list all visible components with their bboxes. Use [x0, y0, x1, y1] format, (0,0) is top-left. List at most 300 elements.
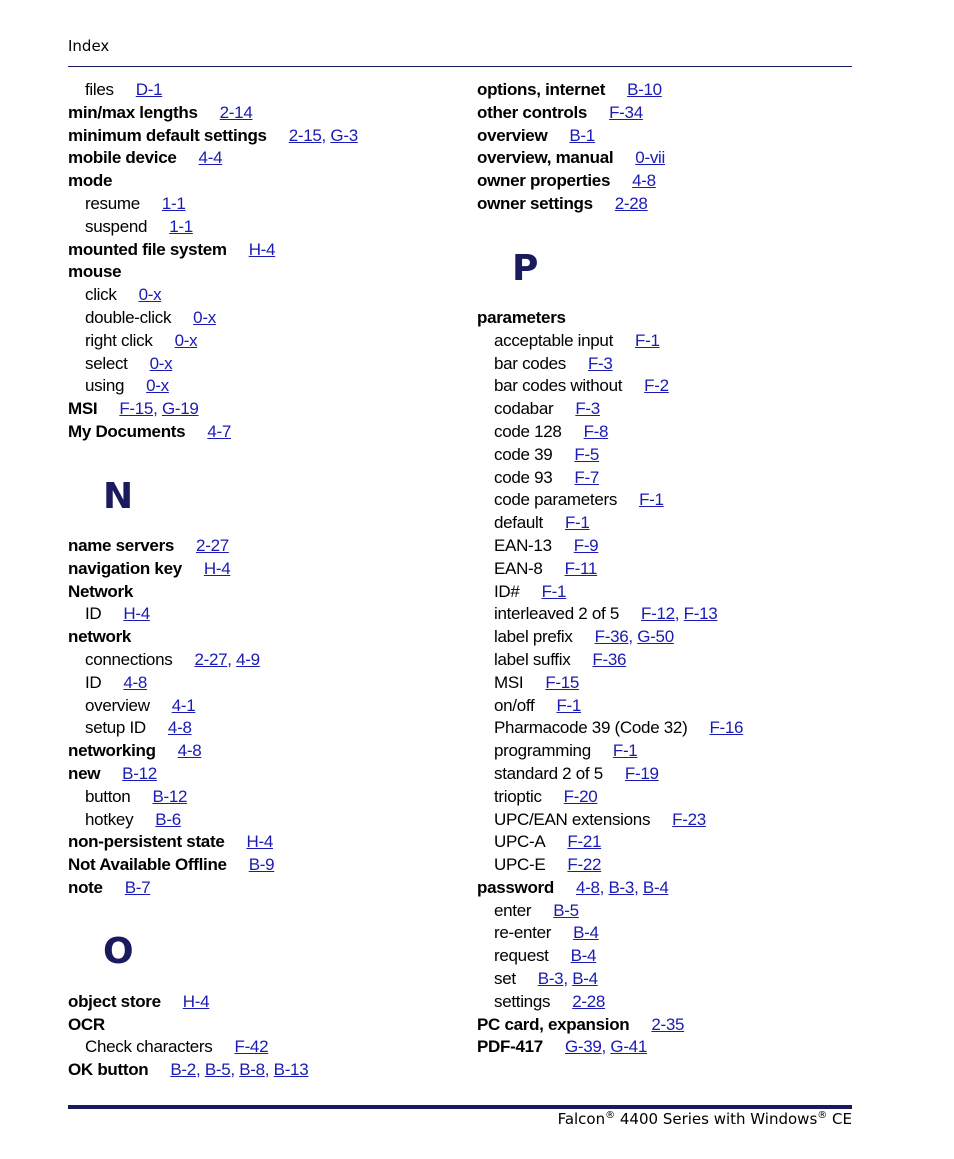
- page-references: [632, 171, 656, 190]
- header-rule: [68, 66, 852, 67]
- page-references: [588, 354, 613, 373]
- page-references: [139, 285, 162, 304]
- page-link[interactable]: 0-vii: [635, 148, 665, 168]
- index-term: button: [85, 786, 131, 806]
- page-references: [220, 103, 253, 122]
- index-entry: [68, 1014, 448, 1037]
- page-link[interactable]: F-7: [574, 467, 600, 487]
- index-subentry: [68, 284, 448, 307]
- page-link[interactable]: F-36: [594, 627, 629, 647]
- section-spacer: [68, 444, 448, 467]
- index-term: network: [68, 627, 132, 647]
- index-term: enter: [494, 900, 532, 920]
- page-link[interactable]: F-3: [587, 353, 613, 373]
- page-link[interactable]: 0-x: [138, 285, 162, 305]
- index-term: overview: [477, 125, 548, 145]
- index-term: click: [85, 285, 117, 305]
- page-link[interactable]: D-1: [135, 80, 163, 99]
- reference-separator: ,: [601, 1037, 611, 1057]
- page-references: [574, 445, 599, 464]
- page-references: [204, 559, 231, 578]
- reference-separator: ,: [321, 125, 331, 145]
- index-term: files: [85, 80, 114, 99]
- page-references: [538, 969, 598, 988]
- page-references: [196, 536, 229, 555]
- index-subentry: [477, 444, 857, 467]
- page-references: [627, 80, 662, 99]
- index-term: new: [68, 763, 101, 783]
- index-term: label suffix: [494, 649, 571, 669]
- page-link[interactable]: 4-8: [123, 672, 148, 692]
- index-term: ID: [85, 672, 102, 692]
- index-term: navigation key: [68, 558, 182, 578]
- index-subentry: [68, 786, 448, 809]
- page-link[interactable]: 2-28: [572, 991, 606, 1011]
- page-link[interactable]: G-39: [564, 1037, 602, 1057]
- index-term: connections: [85, 649, 173, 669]
- index-term: mouse: [68, 262, 122, 282]
- index-term: OK button: [68, 1060, 149, 1080]
- index-term: ID: [85, 604, 102, 624]
- index-term: object store: [68, 991, 161, 1011]
- page-references: [613, 741, 638, 760]
- page-references: [194, 650, 259, 669]
- page-references: [644, 376, 669, 395]
- page-link[interactable]: B-4: [573, 923, 599, 943]
- page-references: [639, 490, 664, 509]
- page-references: [136, 80, 163, 99]
- page-link[interactable]: B-5: [553, 900, 579, 920]
- index-entry: [68, 831, 448, 854]
- index-term: ID#: [494, 581, 520, 601]
- page-references: [651, 1015, 684, 1034]
- page-link[interactable]: B-3: [537, 969, 564, 989]
- index-term: right click: [85, 330, 153, 350]
- page-references: [123, 604, 150, 623]
- index-term: bar codes: [494, 353, 566, 373]
- index-entry: [477, 125, 857, 148]
- index-entry: [68, 125, 448, 148]
- page-link[interactable]: B-12: [152, 786, 188, 806]
- index-subentry: [477, 581, 857, 604]
- index-subentry: [477, 672, 857, 695]
- reference-separator: ,: [153, 399, 162, 419]
- page-link[interactable]: 0-x: [174, 330, 198, 350]
- index-subentry: [68, 603, 448, 626]
- page-link[interactable]: F-15: [119, 399, 154, 419]
- page-link[interactable]: B-8: [239, 1060, 265, 1080]
- index-term: options, internet: [477, 80, 606, 99]
- page-link[interactable]: F-1: [612, 741, 638, 761]
- page-references: [709, 718, 743, 737]
- page-references: [672, 810, 706, 829]
- index-subentry: [68, 375, 448, 398]
- index-subentry: [68, 353, 448, 376]
- footer-rule: [68, 1105, 852, 1109]
- page-link[interactable]: B-4: [570, 946, 597, 966]
- index-term: non-persistent state: [68, 832, 225, 852]
- index-entry: [477, 102, 857, 125]
- index-term: code 128: [494, 421, 562, 441]
- index-subentry: [477, 421, 857, 444]
- index-subentry: [477, 740, 857, 763]
- page-link[interactable]: G-19: [161, 399, 199, 419]
- page-link[interactable]: 2-35: [651, 1014, 685, 1034]
- index-term: suspend: [85, 216, 148, 236]
- index-entry: [68, 626, 448, 649]
- index-entry: [477, 170, 857, 193]
- index-term: set: [494, 969, 516, 989]
- index-entry: [68, 239, 448, 262]
- section-letter: N: [103, 475, 134, 517]
- index-term: acceptable input: [494, 330, 614, 350]
- page-link[interactable]: B-7: [124, 877, 151, 897]
- page-link[interactable]: 0-x: [149, 353, 173, 373]
- page-link[interactable]: 0-x: [193, 307, 216, 327]
- page-references: [146, 376, 169, 395]
- page-references: [584, 422, 609, 441]
- page-link[interactable]: F-15: [545, 672, 580, 692]
- index-entry: [68, 421, 448, 444]
- page-link[interactable]: 2-15: [288, 125, 322, 145]
- page-references: [615, 194, 648, 213]
- page-link[interactable]: 4-8: [632, 171, 656, 191]
- page-link[interactable]: F-23: [672, 809, 706, 829]
- index-subentry: [68, 193, 448, 216]
- page-link[interactable]: F-5: [574, 444, 600, 464]
- index-column-left: [68, 79, 448, 1082]
- index-term: bar codes without: [494, 376, 623, 396]
- reference-separator: ,: [628, 627, 638, 647]
- index-subentry: [477, 968, 857, 991]
- index-term: double-click: [85, 307, 172, 327]
- index-term: codabar: [494, 399, 554, 419]
- index-subentry: [477, 375, 857, 398]
- page-references: [641, 604, 717, 623]
- page-link[interactable]: B-5: [204, 1060, 231, 1080]
- page-references: [569, 126, 595, 145]
- page-link[interactable]: B-3: [608, 877, 635, 897]
- index-subentry: [477, 558, 857, 581]
- page-link[interactable]: H-4: [246, 832, 273, 852]
- index-term: overview: [85, 695, 150, 715]
- index-subentry: [477, 991, 857, 1014]
- index-subentry: [477, 398, 857, 421]
- page-references: [122, 764, 157, 783]
- page-references: [172, 696, 196, 715]
- page-references: [573, 923, 599, 942]
- index-term: PDF-417: [477, 1037, 543, 1057]
- page-link[interactable]: 4-4: [198, 148, 223, 168]
- page-link[interactable]: 1-1: [161, 193, 186, 213]
- index-subentry: [477, 945, 857, 968]
- index-subentry: [477, 353, 857, 376]
- page-references: [567, 855, 601, 874]
- index-term: setup ID: [85, 718, 146, 738]
- index-term: mode: [68, 171, 113, 191]
- page-references: [169, 217, 193, 236]
- page-references: [567, 832, 601, 851]
- index-term: hotkey: [85, 809, 134, 829]
- page-link[interactable]: 4-1: [171, 695, 196, 715]
- page-references: [199, 148, 223, 167]
- page-link[interactable]: B-10: [627, 80, 662, 99]
- page-references: [175, 331, 198, 350]
- page-link[interactable]: 4-7: [207, 421, 231, 441]
- index-entry: [477, 1014, 857, 1037]
- page-link[interactable]: G-41: [610, 1037, 647, 1057]
- page-references: [635, 148, 665, 167]
- index-subentry: [477, 900, 857, 923]
- index-entry: [68, 581, 448, 604]
- page-link[interactable]: F-22: [567, 855, 602, 875]
- index-term: request: [494, 946, 549, 966]
- page-link[interactable]: G-3: [330, 125, 358, 145]
- page-references: [193, 308, 216, 327]
- page-references: [565, 559, 598, 578]
- index-term: UPC/EAN extensions: [494, 809, 651, 829]
- running-footer: [558, 1110, 852, 1128]
- index-term: settings: [494, 991, 551, 1011]
- index-term: select: [85, 353, 128, 373]
- index-subentry: [68, 1036, 448, 1059]
- page-link[interactable]: 2-28: [614, 193, 648, 213]
- section-spacer: [68, 900, 448, 923]
- index-entry: [477, 877, 857, 900]
- index-term: interleaved 2 of 5: [494, 604, 620, 624]
- page-link[interactable]: F-19: [624, 763, 659, 783]
- index-term: label prefix: [494, 627, 573, 647]
- index-subentry: [477, 649, 857, 672]
- page-references: [249, 855, 275, 874]
- reference-separator: ,: [634, 877, 643, 897]
- page-link[interactable]: 2-27: [196, 535, 229, 555]
- page-references: [564, 787, 598, 806]
- page-link[interactable]: F-36: [592, 649, 627, 669]
- index-subentry: [477, 535, 857, 558]
- index-entry: [68, 763, 448, 786]
- index-subentry: [68, 330, 448, 353]
- index-subentry: [68, 809, 448, 832]
- page-link[interactable]: F-13: [683, 604, 718, 624]
- index-subentry: [477, 831, 857, 854]
- reference-separator: ,: [563, 969, 573, 989]
- page-link[interactable]: F-34: [609, 102, 643, 122]
- index-entry: [68, 877, 448, 900]
- page-references: [576, 878, 669, 897]
- index-term: minimum default settings: [68, 125, 267, 145]
- index-term: EAN-13: [494, 535, 552, 555]
- page-link[interactable]: F-9: [573, 535, 599, 555]
- page-link[interactable]: F-11: [564, 558, 598, 578]
- index-entry: [477, 147, 857, 170]
- index-subentry: [68, 307, 448, 330]
- page-references: [168, 718, 192, 737]
- page-link[interactable]: B-13: [273, 1060, 309, 1080]
- index-subentry: [477, 854, 857, 877]
- index-term: UPC-A: [494, 832, 546, 852]
- index-term: OCR: [68, 1014, 105, 1034]
- index-entry: [68, 558, 448, 581]
- page-references: [125, 878, 151, 897]
- page-link[interactable]: F-20: [563, 786, 598, 806]
- index-term: trioptic: [494, 786, 542, 806]
- index-term: re-enter: [494, 923, 552, 943]
- index-term: Not Available Offline: [68, 855, 227, 875]
- index-entry: [68, 854, 448, 877]
- section-letter: O: [103, 931, 134, 973]
- page-link[interactable]: 2-27: [194, 649, 228, 669]
- index-term: owner settings: [477, 193, 593, 213]
- index-term: Check characters: [85, 1037, 213, 1057]
- index-subentry: [68, 216, 448, 239]
- index-entry: [68, 261, 448, 284]
- page-references: [234, 1037, 268, 1056]
- page-link[interactable]: B-4: [572, 969, 598, 989]
- index-subentry: [477, 786, 857, 809]
- page-references: [595, 627, 674, 646]
- index-subentry: [477, 717, 857, 740]
- page-link[interactable]: H-4: [203, 558, 231, 578]
- page-link[interactable]: F-1: [635, 330, 660, 350]
- page-link[interactable]: 2-14: [219, 102, 253, 122]
- index-term: on/off: [494, 695, 535, 715]
- page-link[interactable]: B-4: [642, 877, 669, 897]
- index-term: code 39: [494, 444, 553, 464]
- page-link[interactable]: 4-8: [167, 718, 192, 738]
- page-link[interactable]: F-1: [556, 695, 582, 715]
- index-entry: [68, 102, 448, 125]
- index-term: networking: [68, 741, 156, 761]
- reference-separator: ,: [264, 1060, 274, 1080]
- index-term: default: [494, 513, 543, 533]
- page-references: [565, 1037, 647, 1056]
- index-subentry: [68, 672, 448, 695]
- index-subentry: [477, 922, 857, 945]
- page-link[interactable]: B-6: [155, 809, 181, 829]
- index-subentry: [477, 695, 857, 718]
- index-term: programming: [494, 741, 591, 761]
- page-link[interactable]: 0-x: [146, 376, 169, 396]
- index-term: MSI: [494, 672, 524, 692]
- reference-separator: ,: [195, 1060, 205, 1080]
- page-link[interactable]: F-21: [567, 832, 602, 852]
- reference-separator: ,: [599, 877, 609, 897]
- page-references: [565, 513, 590, 532]
- page-link[interactable]: F-42: [234, 1037, 269, 1057]
- page-references: [183, 992, 210, 1011]
- index-entry: [477, 1036, 857, 1059]
- page-link[interactable]: B-1: [569, 125, 595, 145]
- page-references: [571, 946, 597, 965]
- page-link[interactable]: F-8: [583, 421, 609, 441]
- index-subentry: [68, 695, 448, 718]
- index-entry: [68, 398, 448, 421]
- index-term: resume: [85, 193, 140, 213]
- page-references: [119, 399, 198, 418]
- index-term: UPC-E: [494, 855, 546, 875]
- page-link[interactable]: H-4: [182, 991, 210, 1011]
- index-term: min/max lengths: [68, 102, 198, 122]
- page-references: [207, 422, 231, 441]
- page-link[interactable]: F-3: [575, 399, 600, 419]
- page-references: [542, 582, 567, 601]
- page-references: [609, 103, 643, 122]
- page-references: [170, 1060, 308, 1079]
- page-references: [246, 832, 273, 851]
- footer-registered-mark: ®: [605, 1110, 616, 1121]
- page-link[interactable]: 1-1: [169, 216, 193, 236]
- index-subentry: [477, 512, 857, 535]
- page-references: [152, 787, 187, 806]
- page-references: [635, 331, 660, 350]
- index-term: PC card, expansion: [477, 1014, 630, 1034]
- section-spacer: [477, 216, 857, 239]
- page-link[interactable]: F-1: [541, 581, 567, 601]
- section-letter: P: [512, 247, 539, 289]
- page-link[interactable]: 4-9: [236, 649, 260, 669]
- footer-registered-mark: ®: [817, 1110, 828, 1121]
- page-references: [162, 194, 186, 213]
- index-subentry: [477, 489, 857, 512]
- index-term: MSI: [68, 399, 98, 419]
- running-header: Index: [68, 37, 110, 55]
- page-references: [575, 399, 600, 418]
- page-references: [289, 126, 358, 145]
- index-term: mobile device: [68, 148, 177, 168]
- footer-series: 4400 Series with Windows: [615, 1110, 818, 1128]
- index-subentry: [477, 809, 857, 832]
- page-link[interactable]: B-2: [170, 1060, 196, 1080]
- page-link[interactable]: B-12: [122, 763, 157, 783]
- page-link[interactable]: H-4: [248, 239, 276, 259]
- page-link[interactable]: F-16: [709, 718, 744, 738]
- page-references: [625, 764, 659, 783]
- index-term: mounted file system: [68, 239, 227, 259]
- index-term: Network: [68, 581, 133, 601]
- page-references: [178, 741, 202, 760]
- index-entry: [68, 535, 448, 558]
- index-term: Pharmacode 39 (Code 32): [494, 718, 688, 738]
- index-term: password: [477, 877, 554, 897]
- index-subentry: [68, 649, 448, 672]
- page-link[interactable]: F-1: [564, 513, 590, 533]
- index-entry: [477, 193, 857, 216]
- page-link[interactable]: F-1: [639, 490, 664, 510]
- page-link[interactable]: F-12: [641, 604, 675, 624]
- page-link[interactable]: 4-8: [177, 741, 202, 761]
- page-references: [553, 901, 579, 920]
- index-subentry: [68, 717, 448, 740]
- index-entry: [477, 79, 857, 102]
- page-link[interactable]: F-2: [644, 376, 669, 396]
- index-entry: [68, 147, 448, 170]
- page-link[interactable]: H-4: [123, 604, 150, 624]
- index-term: parameters: [477, 307, 566, 327]
- index-term: owner properties: [477, 171, 611, 191]
- index-term: EAN-8: [494, 558, 543, 578]
- index-entry: [68, 991, 448, 1014]
- page-references: [572, 992, 605, 1011]
- page-link[interactable]: G-50: [637, 627, 674, 647]
- page-link[interactable]: B-9: [248, 855, 275, 875]
- reference-separator: ,: [227, 649, 237, 669]
- footer-os: CE: [827, 1110, 852, 1128]
- index-subentry: [477, 603, 857, 626]
- page-references: [574, 468, 599, 487]
- reference-separator: ,: [230, 1060, 240, 1080]
- page-link[interactable]: 4-8: [575, 877, 600, 897]
